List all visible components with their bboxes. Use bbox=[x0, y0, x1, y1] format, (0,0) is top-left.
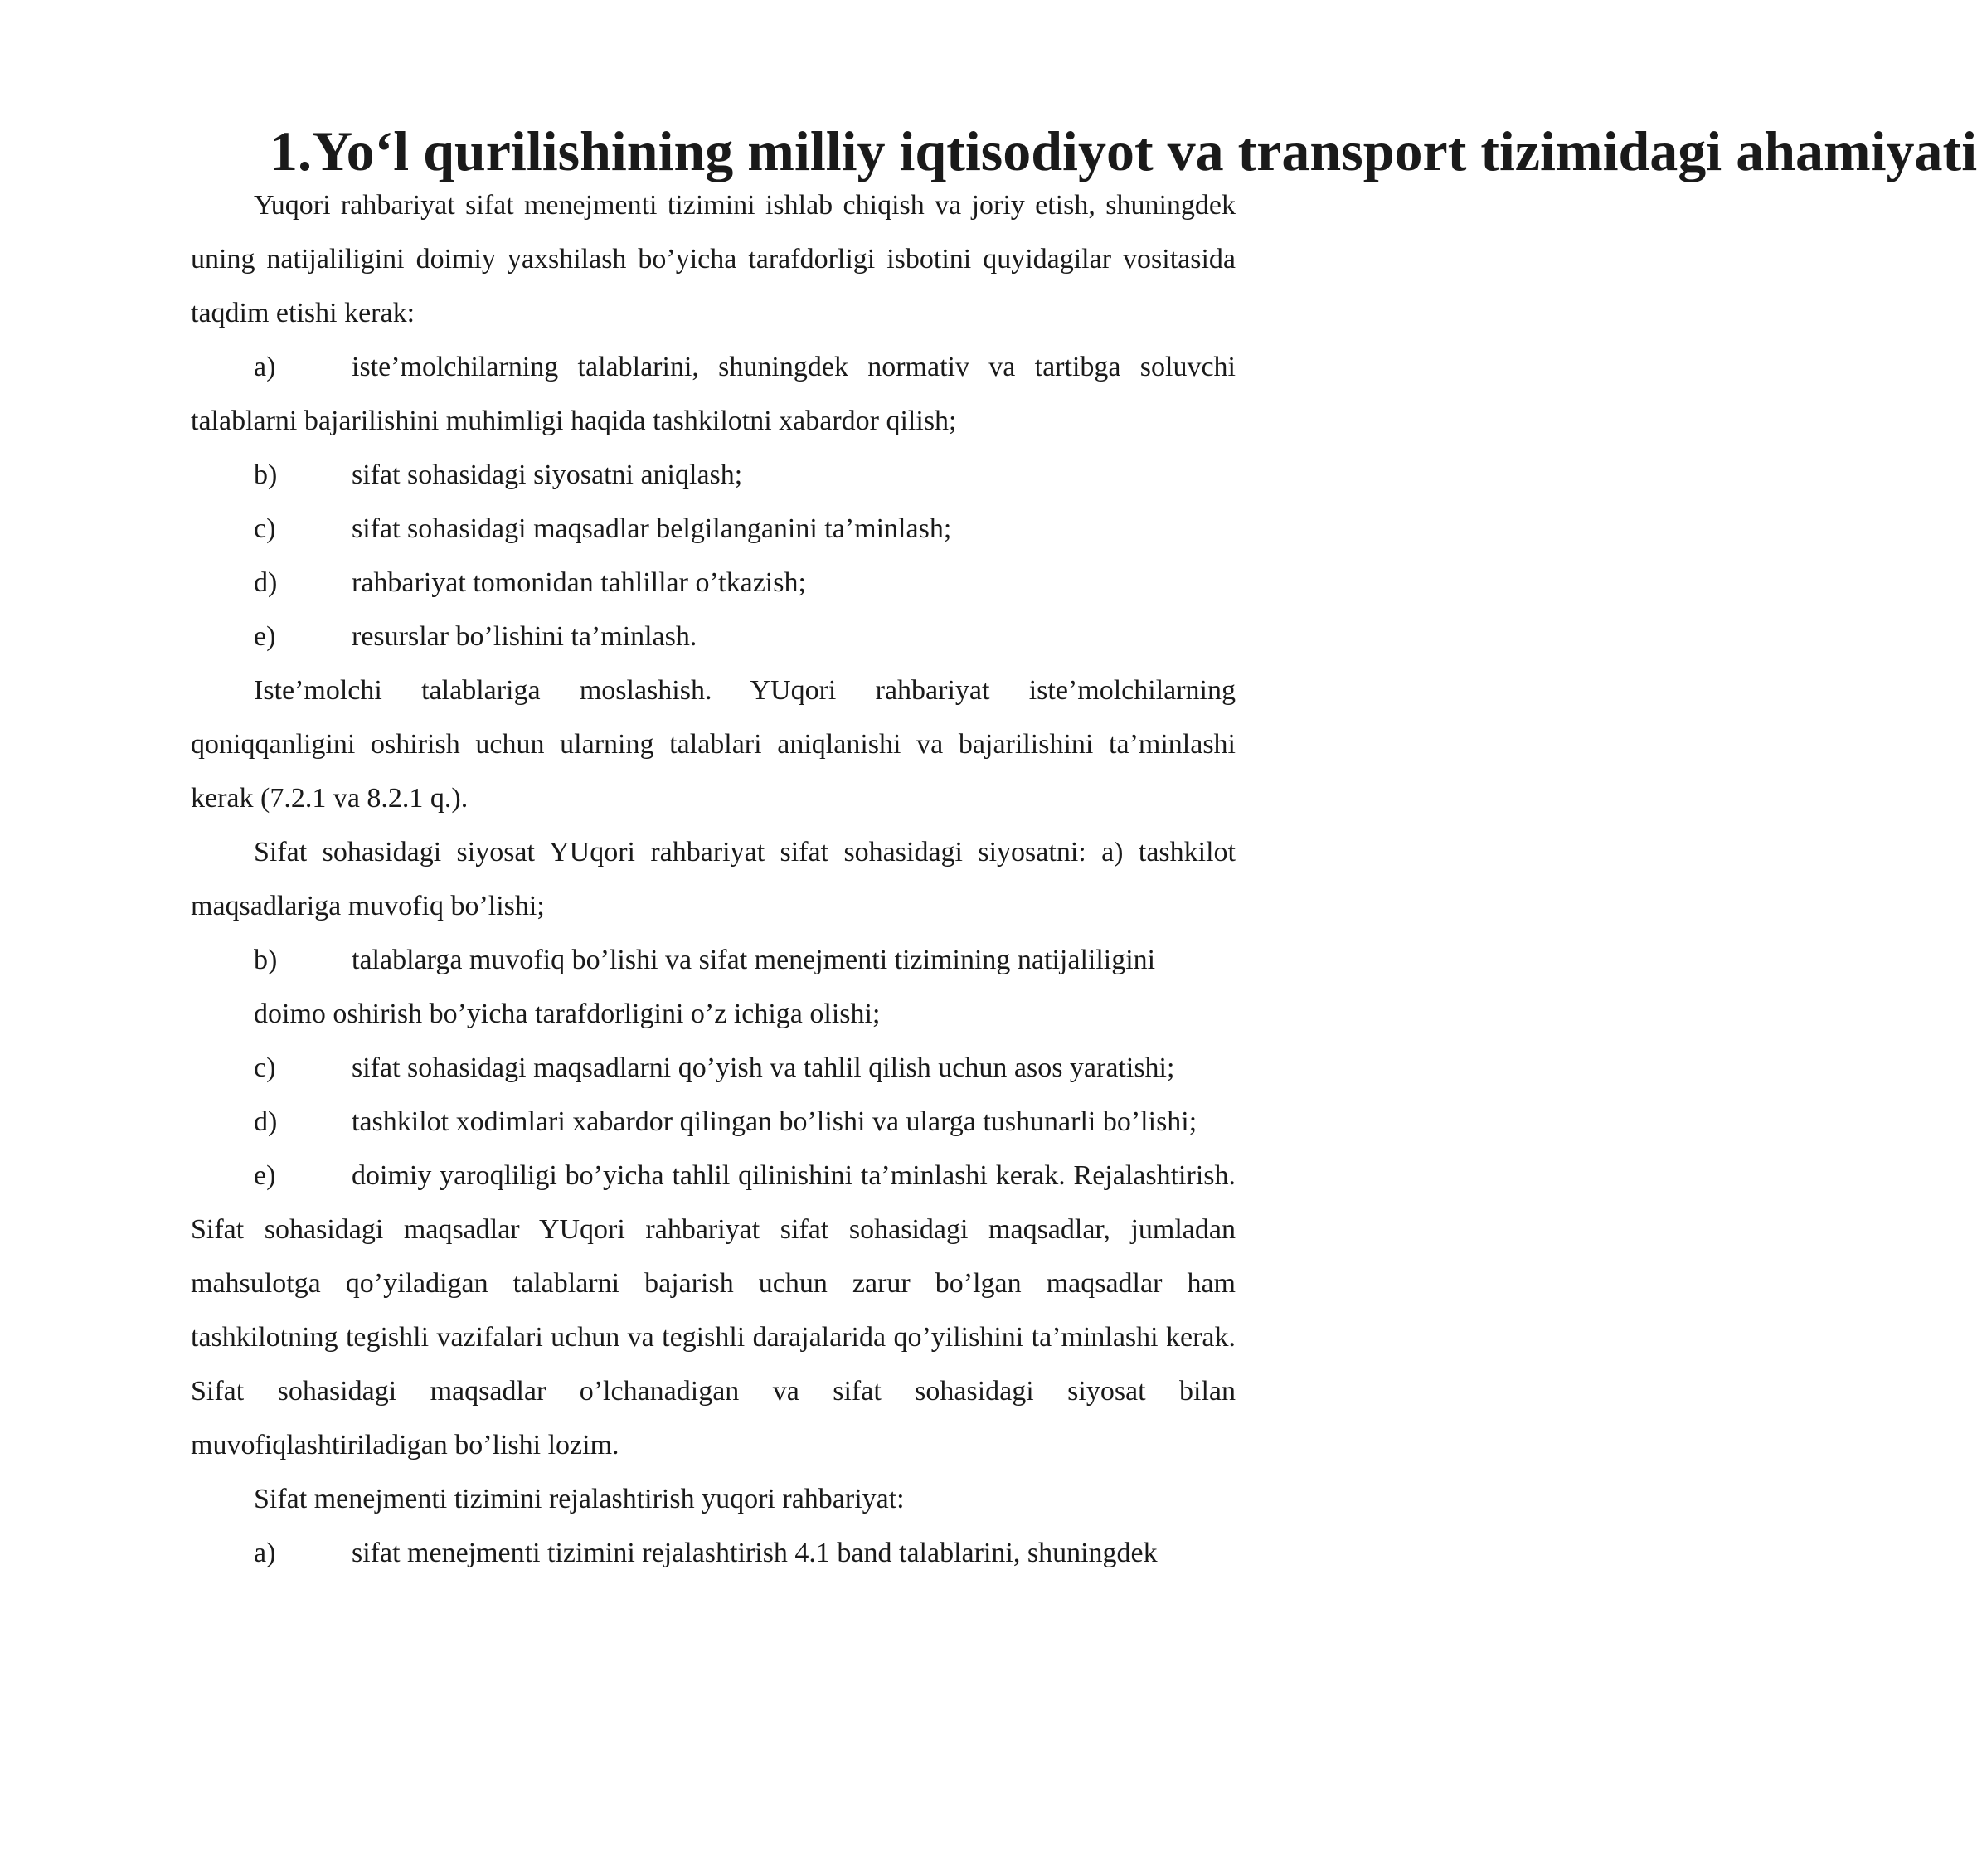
list-item bbox=[191, 502, 1236, 556]
list-marker: c) bbox=[254, 513, 276, 544]
list-item bbox=[191, 1041, 1236, 1095]
intro-paragraph: Yuqori rahbariyat sifat menejmenti tizimini ishlab chiqish va joriy etish, shuningdek uning natijaliligini doimiy yaxshilash bo’yicha tarafdorligi isbotini quyidagilar vositasida taqdim etishi kerak: bbox=[191, 190, 1236, 328]
list-item-text: rahbariyat tomonidan tahlillar o’tkazish; bbox=[352, 567, 806, 598]
list-item-text: sifat menejmenti tizimini rejalashtirish 4.1 band talablarini, shuningdek bbox=[352, 1538, 1158, 1568]
policy-paragraph: Sifat sohasidagi siyosat YUqori rahbariyat sifat sohasidagi siyosatni: a) tashkilot maqsadlariga muvofiq bo’lishi; bbox=[191, 837, 1236, 921]
list-item bbox=[191, 1095, 1236, 1149]
list-marker: c) bbox=[254, 1052, 276, 1083]
list-marker: b) bbox=[254, 459, 278, 490]
list-item-text: tashkilot xodimlari xabardor qilingan bo’lishi va ularga tushunarli bo’lishi; bbox=[352, 1106, 1197, 1137]
document-title: 1.Yo‘l qurilishining milliy iqtisodiyot va transport tizimidagi ahamiyati bbox=[270, 119, 1977, 182]
list-item bbox=[191, 448, 1236, 502]
list-item-continuation: doimo oshirish bo’yicha tarafdorligini o’z ichiga olishi; bbox=[254, 999, 881, 1029]
list-item bbox=[191, 556, 1236, 610]
list-marker: d) bbox=[254, 1106, 278, 1137]
customer-paragraph: Iste’molchi talablariga moslashish. YUqori rahbariyat iste’molchilarning qoniqqanligini oshirish uchun ularning talablari aniqlanishi va bajarilishini ta’minlashi kerak (7.2.1 va 8.2.1 q.). bbox=[191, 675, 1236, 814]
planning-paragraph: Sifat menejmenti tizimini rejalashtirish yuqori rahbariyat: bbox=[254, 1484, 905, 1514]
list-marker: e) bbox=[254, 1160, 276, 1191]
list-item-text: iste’molchilarning talablarini, shuningdek normativ va tartibga soluvchi talablarni bajarilishini muhimligi haqida tashkilotni xabardor qilish; bbox=[191, 352, 1236, 436]
list-item-text: sifat sohasidagi maqsadlarni qo’yish va tahlil qilish uchun asos yaratishi; bbox=[352, 1052, 1175, 1083]
list-marker: e) bbox=[254, 621, 276, 652]
list-item bbox=[191, 1526, 1236, 1580]
list-item bbox=[191, 933, 1236, 987]
list-marker: b) bbox=[254, 945, 278, 975]
list-marker: a) bbox=[254, 352, 276, 382]
list-item-text: doimiy yaroqliligi bo’yicha tahlil qilinishini ta’minlashi kerak. Rejalashtirish. Sifat sohasidagi maqsadlar YUqori rahbariyat sifat sohasidagi maqsadlar, jumladan mahsulotga qo’yiladigan talablarni bajarish uchun zarur bo’lgan maqsadlar ham tashkilotning tegishli vazifalari uchun va tegishli darajalarida qo’yilishini ta’minlashi kerak. Sifat sohasidagi maqsadlar o’lchanadigan va sifat sohasidagi siyosat bilan muvofiqlashtiriladigan bo’lishi lozim. bbox=[191, 1160, 1236, 1460]
list-item-text: sifat sohasidagi maqsadlar belgilanganini ta’minlash; bbox=[352, 513, 952, 544]
document-page bbox=[191, 119, 1977, 1580]
list-item-text: sifat sohasidagi siyosatni aniqlash; bbox=[352, 459, 743, 490]
list-item bbox=[191, 340, 1236, 448]
list-marker: a) bbox=[254, 1538, 276, 1568]
list-item bbox=[191, 1149, 1236, 1472]
list-marker: d) bbox=[254, 567, 278, 598]
list-item-text: talablarga muvofiq bo’lishi va sifat menejmenti tizimining natijaliligini bbox=[352, 945, 1156, 975]
list-item-text: resurslar bo’lishini ta’minlash. bbox=[352, 621, 697, 652]
list-item bbox=[191, 610, 1236, 663]
